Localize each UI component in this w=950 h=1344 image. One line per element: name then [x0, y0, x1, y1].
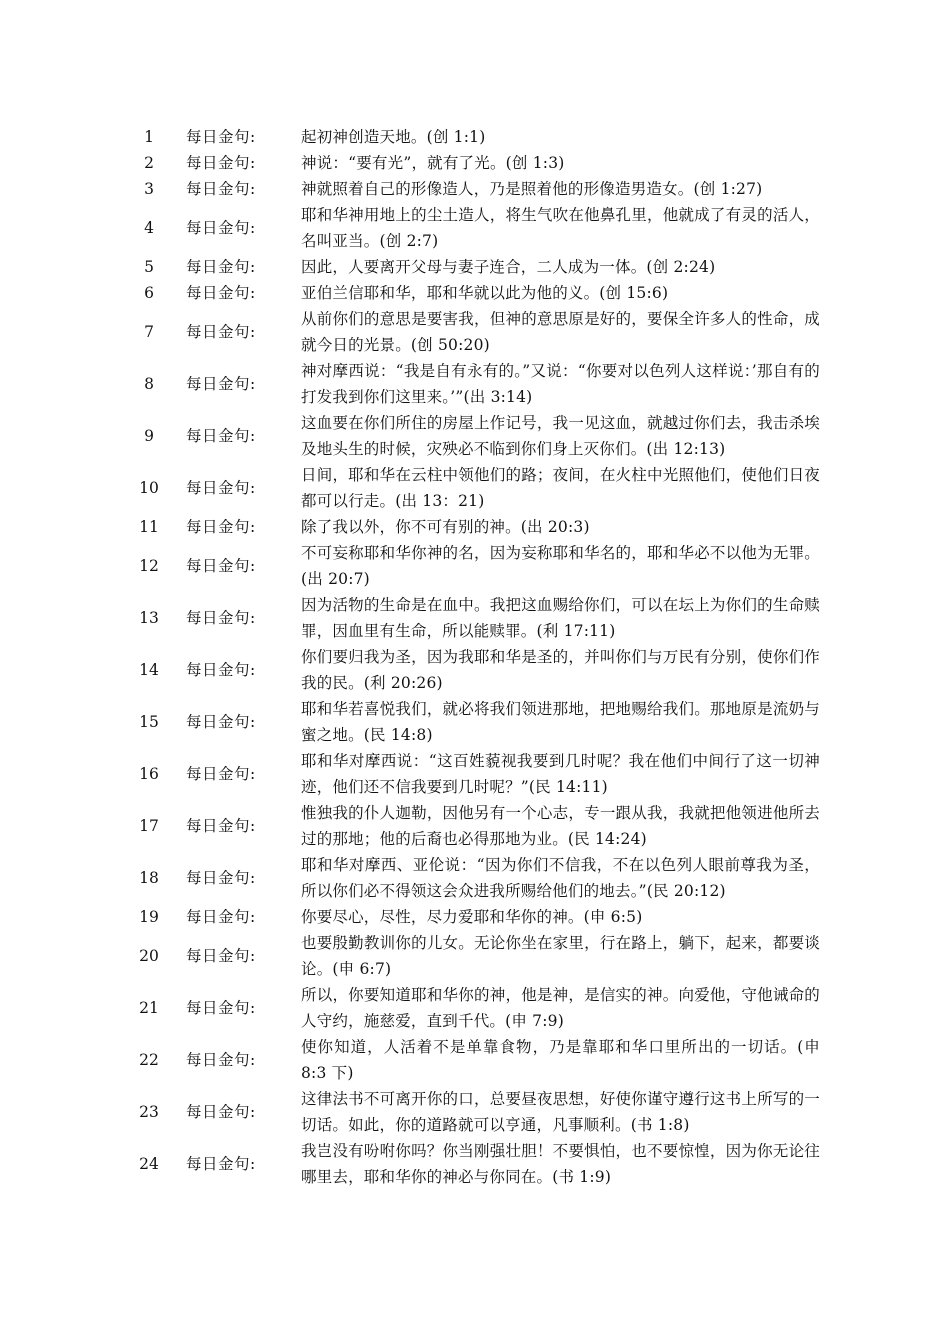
- verse-text: 所以，你要知道耶和华你的神，他是神，是信实的神。向爱他，守他诫命的人守约，施慈爱，直到千代。(申 7:9): [301, 986, 820, 1030]
- verse-text: 你们要归我为圣，因为我耶和华是圣的，并叫你们与万民有分别，使你们作我的民。(利 20:26): [301, 648, 820, 692]
- verse-row: [130, 904, 820, 930]
- verse-text: 耶和华若喜悦我们，就必将我们领进那地，把地赐给我们。那地原是流奶与蜜之地。(民 14:8): [301, 700, 820, 744]
- verse-label: 每日金句:: [186, 258, 256, 276]
- verse-text: 亚伯兰信耶和华，耶和华就以此为他的义。(创 15:6): [301, 284, 669, 302]
- verse-number: 2: [144, 154, 154, 172]
- verse-number: 6: [144, 284, 154, 302]
- verse-label: 每日金句:: [186, 1051, 256, 1069]
- verse-text: 除了我以外，你不可有别的神。(出 20:3): [301, 518, 590, 536]
- verse-number: 1: [144, 128, 154, 146]
- verse-number: 12: [139, 557, 159, 575]
- verse-label: 每日金句:: [186, 999, 256, 1017]
- verse-text: 日间，耶和华在云柱中领他们的路；夜间，在火柱中光照他们，使他们日夜都可以行走。(出 13：21): [301, 466, 820, 510]
- verse-label: 每日金句:: [186, 154, 256, 172]
- verse-text: 耶和华对摩西、亚伦说：“因为你们不信我，不在以色列人眼前尊我为圣，所以你们必不得领这会众进我所赐给他们的地去。”(民 20:12): [301, 856, 820, 900]
- verse-row: [130, 696, 820, 748]
- verse-label: 每日金句:: [186, 908, 256, 926]
- verse-text: 因此，人要离开父母与妻子连合，二人成为一体。(创 2:24): [301, 258, 716, 276]
- verse-number: 10: [139, 479, 159, 497]
- verse-number: 20: [139, 947, 159, 965]
- verse-label: 每日金句:: [186, 128, 256, 146]
- verse-label: 每日金句:: [186, 713, 256, 731]
- verse-text: 你要尽心，尽性，尽力爱耶和华你的神。(申 6:5): [301, 908, 643, 926]
- verse-row: [130, 306, 820, 358]
- verse-text: 也要殷勤教训你的儿女。无论你坐在家里，行在路上，躺下，起来，都要谈论。(申 6:7): [301, 934, 820, 978]
- verse-label: 每日金句:: [186, 219, 256, 237]
- verse-text: 起初神创造天地。(创 1:1): [301, 128, 486, 146]
- verse-label: 每日金句:: [186, 284, 256, 302]
- verse-number: 16: [139, 765, 159, 783]
- verse-text: 因为活物的生命是在血中。我把这血赐给你们，可以在坛上为你们的生命赎罪，因血里有生命，所以能赎罪。(利 17:11): [301, 596, 820, 640]
- verse-number: 3: [144, 180, 154, 198]
- verse-label: 每日金句:: [186, 661, 256, 679]
- verse-text: 神就照着自己的形像造人，乃是照着他的形像造男造女。(创 1:27): [301, 180, 763, 198]
- verse-row: [130, 1138, 820, 1190]
- verse-row: [130, 202, 820, 254]
- verse-number: 7: [144, 323, 154, 341]
- verse-label: 每日金句:: [186, 817, 256, 835]
- verse-text: 使你知道，人活着不是单靠食物，乃是靠耶和华口里所出的一切话。(申 8:3 下): [301, 1038, 820, 1082]
- verse-number: 15: [139, 713, 159, 731]
- verse-text: 耶和华神用地上的尘土造人，将生气吹在他鼻孔里，他就成了有灵的活人，名叫亚当。(创 2:7): [301, 206, 820, 250]
- verse-row: [130, 748, 820, 800]
- verse-row: [130, 540, 820, 592]
- verse-number: 21: [139, 999, 159, 1017]
- verse-label: 每日金句:: [186, 869, 256, 887]
- verse-number: 23: [139, 1103, 159, 1121]
- verse-row: [130, 852, 820, 904]
- verse-number: 11: [139, 518, 159, 536]
- verse-text: 从前你们的意思是要害我，但神的意思原是好的，要保全许多人的性命，成就今日的光景。(创 50:20): [301, 310, 820, 354]
- verse-number: 5: [144, 258, 154, 276]
- verse-text: 神说：“要有光”，就有了光。(创 1:3): [301, 154, 565, 172]
- verse-label: 每日金句:: [186, 1103, 256, 1121]
- verse-list: [130, 124, 820, 1190]
- verse-label: 每日金句:: [186, 427, 256, 445]
- verse-text: 我岂没有吩咐你吗？你当刚强壮胆！不要惧怕，也不要惊惶，因为你无论往哪里去，耶和华你的神必与你同在。(书 1:9): [301, 1142, 820, 1186]
- verse-number: 22: [139, 1051, 159, 1069]
- verse-row: [130, 592, 820, 644]
- verse-text: 不可妄称耶和华你神的名，因为妄称耶和华名的，耶和华必不以他为无罪。(出 20:7): [301, 544, 820, 588]
- verse-number: 9: [144, 427, 154, 445]
- verse-label: 每日金句:: [186, 180, 256, 198]
- verse-number: 19: [139, 908, 159, 926]
- verse-label: 每日金句:: [186, 323, 256, 341]
- verse-row: [130, 930, 820, 982]
- verse-text: 耶和华对摩西说：“这百姓藐视我要到几时呢？我在他们中间行了这一切神迹，他们还不信我要到几时呢？”(民 14:11): [301, 752, 820, 796]
- verse-text: 神对摩西说：“我是自有永有的。”又说：“你要对以色列人这样说：’那自有的打发我到你们这里来。’”(出 3:14): [301, 362, 820, 406]
- verse-label: 每日金句:: [186, 557, 256, 575]
- verse-row: [130, 358, 820, 410]
- verse-text: 这血要在你们所住的房屋上作记号，我一见这血，就越过你们去，我击杀埃及地头生的时候，灾殃必不临到你们身上灭你们。(出 12:13): [301, 414, 820, 458]
- verse-row: [130, 280, 820, 306]
- verse-row: [130, 462, 820, 514]
- verse-number: 13: [139, 609, 159, 627]
- verse-number: 8: [144, 375, 154, 393]
- verse-number: 24: [139, 1155, 159, 1173]
- verse-table: [130, 124, 820, 1190]
- verse-label: 每日金句:: [186, 609, 256, 627]
- verse-row: [130, 150, 820, 176]
- verse-row: [130, 982, 820, 1034]
- verse-label: 每日金句:: [186, 947, 256, 965]
- verse-row: [130, 254, 820, 280]
- verse-row: [130, 800, 820, 852]
- verse-row: [130, 410, 820, 462]
- verse-number: 14: [139, 661, 159, 679]
- verse-label: 每日金句:: [186, 1155, 256, 1173]
- verse-label: 每日金句:: [186, 479, 256, 497]
- verse-text: 惟独我的仆人迦勒，因他另有一个心志，专一跟从我，我就把他领进他所去过的那地；他的后裔也必得那地为业。(民 14:24): [301, 804, 820, 848]
- verse-label: 每日金句:: [186, 518, 256, 536]
- verse-text: 这律法书不可离开你的口，总要昼夜思想，好使你谨守遵行这书上所写的一切话。如此，你的道路就可以亨通，凡事顺利。(书 1:8): [301, 1090, 820, 1134]
- verse-number: 18: [139, 869, 159, 887]
- verse-row: [130, 176, 820, 202]
- verse-row: [130, 124, 820, 150]
- verse-row: [130, 1034, 820, 1086]
- verse-row: [130, 514, 820, 540]
- verse-row: [130, 644, 820, 696]
- verse-row: [130, 1086, 820, 1138]
- verse-number: 17: [139, 817, 159, 835]
- verse-label: 每日金句:: [186, 375, 256, 393]
- verse-number: 4: [144, 219, 154, 237]
- verse-label: 每日金句:: [186, 765, 256, 783]
